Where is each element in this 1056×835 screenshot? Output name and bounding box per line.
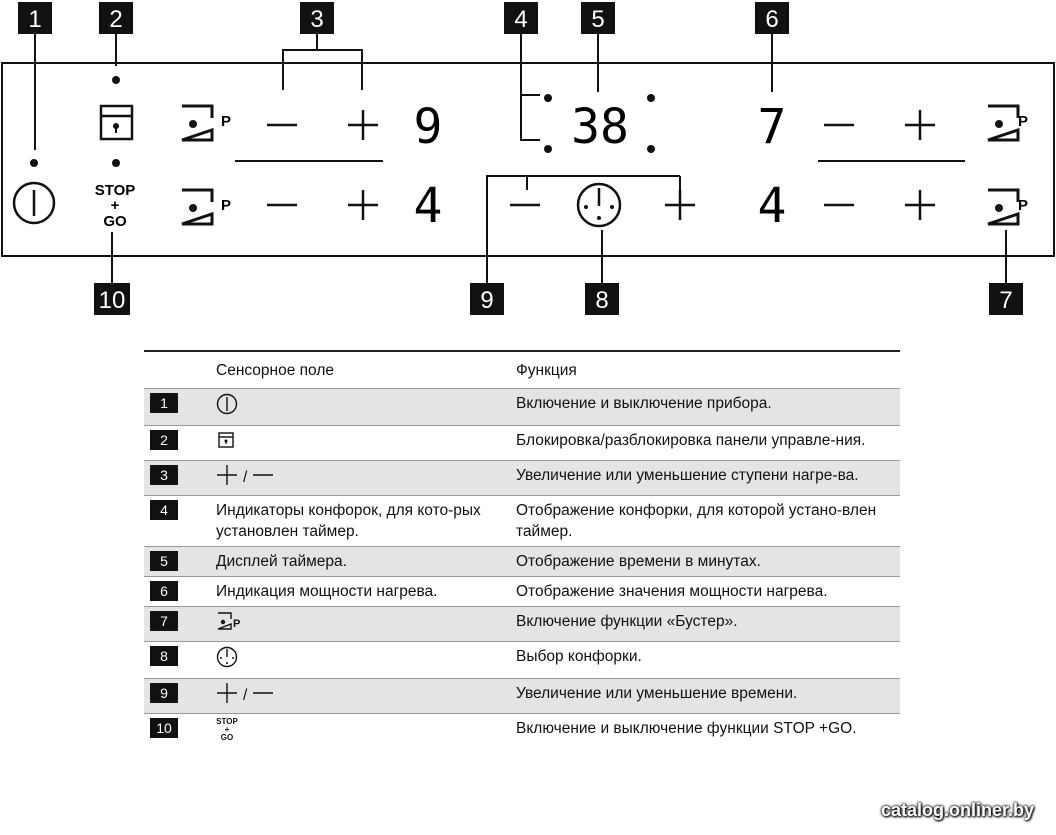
row-field-cell bbox=[210, 496, 510, 547]
row-field-text: / bbox=[243, 687, 248, 705]
row-function-text: Увеличение или уменьшение времени. bbox=[516, 685, 798, 702]
timer-display: 38 bbox=[571, 99, 629, 155]
header-function: Функция bbox=[510, 351, 900, 389]
callout-bottom-row bbox=[94, 283, 1023, 315]
table-row bbox=[144, 577, 900, 607]
stop-go-led bbox=[112, 159, 120, 167]
row-function-cell bbox=[510, 607, 900, 642]
level-display-top-right: 7 bbox=[757, 99, 787, 155]
zone-select-icon bbox=[216, 646, 238, 674]
booster-letter: P bbox=[1018, 113, 1029, 130]
lock-icon bbox=[216, 430, 236, 456]
watermark: catalog.onliner.by bbox=[880, 800, 1034, 820]
booster-bottom-right[interactable] bbox=[988, 190, 1028, 224]
booster-top-left[interactable] bbox=[182, 106, 231, 140]
zone-indicator-top-left bbox=[544, 94, 552, 102]
booster-letter: P bbox=[1018, 197, 1029, 214]
minus-icon bbox=[252, 465, 274, 491]
row-field-cell bbox=[210, 642, 510, 679]
row-number-badge: 1 bbox=[150, 393, 178, 413]
table-row bbox=[144, 426, 900, 461]
row-field-cell bbox=[210, 714, 510, 747]
callout-4: 4 bbox=[514, 6, 528, 33]
stop-go-icon: STOP + GO bbox=[216, 717, 238, 742]
row-number-cell bbox=[144, 426, 210, 461]
row-number-badge: 2 bbox=[150, 430, 178, 450]
table-header-row bbox=[144, 351, 900, 389]
zone-select-icon[interactable] bbox=[578, 184, 620, 226]
header-num bbox=[144, 351, 210, 389]
row-number-badge: 3 bbox=[150, 465, 178, 485]
row-number-cell bbox=[144, 714, 210, 747]
callout-10: 10 bbox=[98, 287, 126, 314]
control-panel-diagram bbox=[0, 0, 1056, 330]
timer-plus[interactable] bbox=[665, 190, 695, 220]
table-row bbox=[144, 642, 900, 679]
lock-led bbox=[112, 76, 120, 84]
booster-letter: P bbox=[233, 617, 241, 630]
row-field-cell bbox=[210, 577, 510, 607]
row-number-cell bbox=[144, 577, 210, 607]
callout-9: 9 bbox=[480, 287, 494, 314]
row-number-cell bbox=[144, 547, 210, 577]
stop-go-button[interactable] bbox=[95, 182, 136, 230]
go-label: GO bbox=[103, 213, 127, 230]
table-row bbox=[144, 496, 900, 547]
row-number-cell bbox=[144, 607, 210, 642]
row-function-text: Включение и выключение прибора. bbox=[516, 395, 772, 412]
table-body bbox=[144, 389, 900, 747]
zone-indicator-bottom-right bbox=[647, 145, 655, 153]
level-display-bottom-left: 4 bbox=[413, 178, 443, 234]
row-field-text: Индикаторы конфорок, для кото-рых установлен таймер. bbox=[216, 502, 481, 540]
power-icon bbox=[216, 393, 238, 421]
panel-outline bbox=[2, 63, 1054, 256]
power-icon[interactable] bbox=[14, 183, 54, 223]
row-field-cell bbox=[210, 426, 510, 461]
booster-letter: P bbox=[221, 113, 232, 130]
function-table bbox=[144, 350, 900, 746]
row-function-cell bbox=[510, 389, 900, 426]
row-function-cell bbox=[510, 679, 900, 714]
row-number-badge: 10 bbox=[150, 718, 178, 738]
booster-top-right[interactable] bbox=[988, 106, 1028, 140]
row-number-badge: 5 bbox=[150, 551, 178, 571]
plus-label: + bbox=[110, 197, 120, 214]
row-function-cell bbox=[510, 642, 900, 679]
row-field-cell bbox=[210, 547, 510, 577]
row-field-text: / bbox=[243, 469, 248, 487]
row-number-cell bbox=[144, 679, 210, 714]
table-row bbox=[144, 679, 900, 714]
row-function-text: Блокировка/разблокировка панели управле-ния. bbox=[516, 432, 866, 449]
booster-bottom-left[interactable] bbox=[182, 190, 231, 224]
row-function-cell bbox=[510, 496, 900, 547]
callout-1: 1 bbox=[28, 6, 42, 33]
level-display-top-left: 9 bbox=[413, 99, 443, 155]
row-field-text: Индикация мощности нагрева. bbox=[216, 583, 438, 600]
row-function-text: Отображение времени в минутах. bbox=[516, 553, 761, 570]
zone-indicator-bottom-left bbox=[544, 145, 552, 153]
table-row bbox=[144, 714, 900, 747]
row-number-cell bbox=[144, 642, 210, 679]
row-field-cell bbox=[210, 389, 510, 426]
row-function-text: Отображение значения мощности нагрева. bbox=[516, 583, 828, 600]
callout-3: 3 bbox=[310, 6, 324, 33]
header-field: Сенсорное поле bbox=[210, 351, 510, 389]
row-number-cell bbox=[144, 496, 210, 547]
plus-bottom-right[interactable] bbox=[905, 190, 935, 220]
minus-icon bbox=[252, 683, 274, 709]
stop-label: STOP bbox=[94, 182, 136, 199]
power-led bbox=[30, 159, 38, 167]
callout-top-row bbox=[18, 2, 789, 34]
row-field-cell bbox=[210, 679, 510, 714]
table-row bbox=[144, 389, 900, 426]
row-function-text: Увеличение или уменьшение ступени нагре-ва. bbox=[516, 467, 859, 484]
row-function-cell bbox=[510, 714, 900, 747]
callout-5: 5 bbox=[591, 6, 605, 33]
plus-top-right[interactable] bbox=[905, 110, 935, 140]
row-function-cell bbox=[510, 461, 900, 496]
row-function-text: Включение и выключение функции STOP +GO. bbox=[516, 720, 857, 737]
plus-minus-icon bbox=[216, 465, 238, 491]
table-row bbox=[144, 547, 900, 577]
row-number-badge: 8 bbox=[150, 646, 178, 666]
row-number-badge: 4 bbox=[150, 500, 178, 520]
row-number-badge: 6 bbox=[150, 581, 178, 601]
callout-7: 7 bbox=[999, 287, 1013, 314]
lock-icon[interactable] bbox=[101, 106, 132, 139]
row-field-text: Дисплей таймера. bbox=[216, 553, 347, 570]
table-row bbox=[144, 461, 900, 496]
row-field-cell bbox=[210, 461, 510, 496]
callout-6: 6 bbox=[765, 6, 779, 33]
row-number-cell bbox=[144, 389, 210, 426]
booster-letter: P bbox=[221, 197, 232, 214]
row-function-cell bbox=[510, 577, 900, 607]
leader-lines bbox=[35, 34, 1006, 283]
callout-8: 8 bbox=[595, 287, 609, 314]
plus-top-left[interactable] bbox=[348, 110, 378, 140]
row-number-badge: 7 bbox=[150, 611, 178, 631]
row-number-cell bbox=[144, 461, 210, 496]
row-function-text: Включение функции «Бустер». bbox=[516, 613, 738, 630]
table-row bbox=[144, 607, 900, 642]
row-function-cell bbox=[510, 547, 900, 577]
level-display-bottom-right: 4 bbox=[757, 178, 787, 234]
callout-2: 2 bbox=[109, 6, 123, 33]
row-field-cell bbox=[210, 607, 510, 642]
plus-minus-icon bbox=[216, 683, 238, 709]
row-function-cell bbox=[510, 426, 900, 461]
zone-indicator-top-right bbox=[647, 94, 655, 102]
row-function-text: Отображение конфорки, для которой устано-влен таймер. bbox=[516, 502, 877, 540]
plus-bottom-left[interactable] bbox=[348, 190, 378, 220]
row-function-text: Выбор конфорки. bbox=[516, 648, 642, 665]
row-number-badge: 9 bbox=[150, 683, 178, 703]
